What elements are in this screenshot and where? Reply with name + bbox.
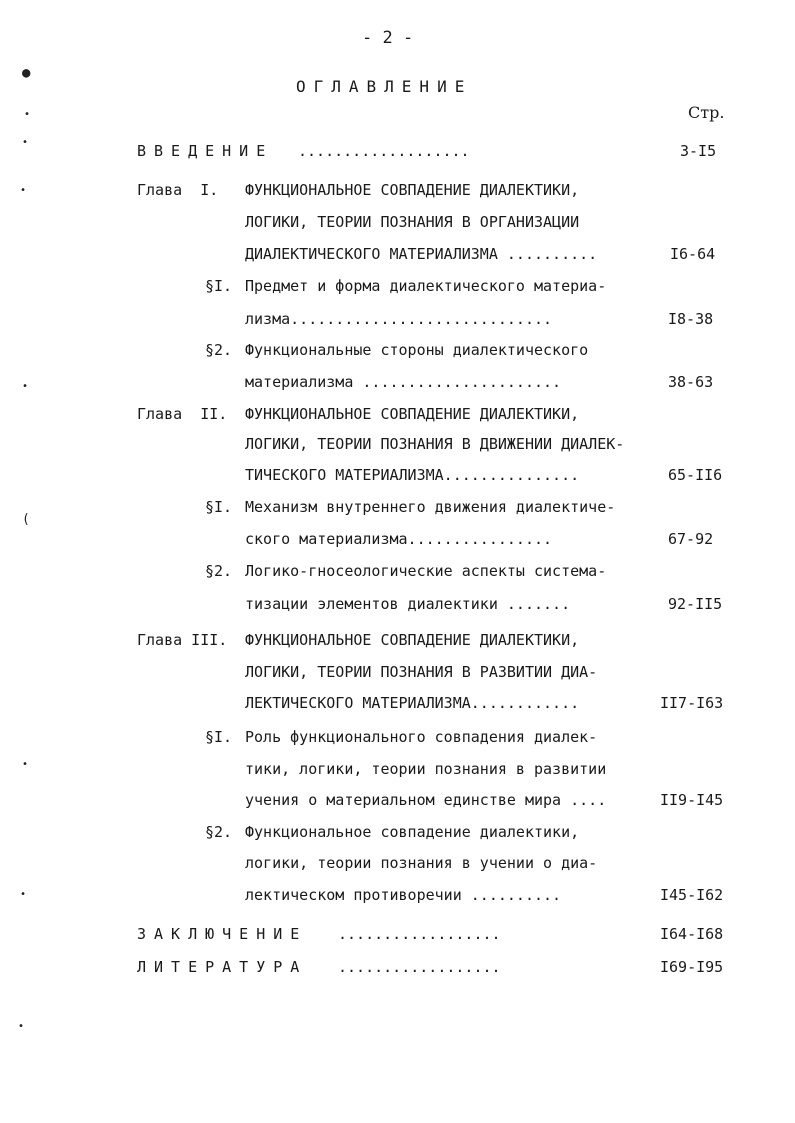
toc-intro-dots: ................... [298, 142, 470, 160]
scan-speck: • [20, 185, 27, 196]
scan-speck: • [22, 759, 29, 770]
toc-literature-pages: I69-I95 [660, 958, 724, 976]
toc-ch2-s1-line: Механизм внутреннего движения диалектиче- [245, 498, 616, 516]
toc-conclusion-dots: .................. [338, 925, 501, 943]
toc-ch2-s2-line: тизации элементов диалектики ....... [245, 595, 571, 613]
toc-literature-label: ЛИТЕРАТУРА [137, 958, 308, 976]
toc-ch2-s2-line: Логико-гносеологические аспекты система- [245, 562, 607, 580]
page-title: ОГЛАВЛЕНИЕ [296, 77, 473, 96]
toc-conclusion-pages: I64-I68 [660, 925, 724, 943]
toc-ch3-s1-pages: II9-I45 [660, 791, 724, 809]
toc-ch3-s1-num: §I. [205, 728, 233, 746]
toc-ch2-s1-line: ского материализма................ [245, 530, 553, 548]
toc-ch1-s1-num: §I. [205, 277, 233, 295]
toc-intro-pages: 3-I5 [680, 142, 717, 160]
toc-ch2-s2-pages: 92-II5 [668, 595, 723, 613]
toc-ch1-s1-pages: I8-38 [668, 310, 714, 328]
toc-ch1-s2-line: материализма ...................... [245, 373, 562, 391]
toc-ch2-prefix: Глава II. [137, 405, 228, 423]
toc-ch3-title-line: ЛЕКТИЧЕСКОГО МАТЕРИАЛИЗМА............ [245, 694, 580, 712]
toc-literature-dots: .................. [338, 958, 501, 976]
toc-ch1-s2-pages: 38-63 [668, 373, 714, 391]
scan-speck: • [22, 137, 29, 148]
scan-speck: ● [22, 65, 31, 81]
scan-speck: • [20, 889, 27, 900]
page-number: - 2 - [362, 28, 414, 48]
toc-ch2-title-line: ЛОГИКИ, ТЕОРИИ ПОЗНАНИЯ В ДВИЖЕНИИ ДИАЛЕК- [245, 435, 625, 453]
toc-ch3-s1-line: учения о материальном единстве мира .... [245, 791, 607, 809]
toc-ch2-title-line: ТИЧЕСКОГО МАТЕРИАЛИЗМА............... [245, 466, 580, 484]
toc-ch3-title-line: ЛОГИКИ, ТЕОРИИ ПОЗНАНИЯ В РАЗВИТИИ ДИА- [245, 663, 598, 681]
toc-ch1-title-line: ЛОГИКИ, ТЕОРИИ ПОЗНАНИЯ В ОРГАНИЗАЦИИ [245, 213, 580, 231]
toc-ch3-pages: II7-I63 [660, 694, 724, 712]
scan-speck: • [22, 381, 29, 392]
toc-ch1-s2-line: Функциональные стороны диалектического [245, 341, 589, 359]
page-column-label: Стр. [688, 103, 725, 122]
toc-ch2-s2-num: §2. [205, 562, 233, 580]
toc-ch1-title-line: ФУНКЦИОНАЛЬНОЕ СОВПАДЕНИЕ ДИАЛЕКТИКИ, [245, 181, 580, 199]
toc-intro-label: ВВЕДЕНИЕ [137, 142, 274, 160]
toc-ch3-s2-line: Функциональное совпадение диалектики, [245, 823, 580, 841]
toc-conclusion-label: ЗАКЛЮЧЕНИЕ [137, 925, 308, 943]
toc-ch3-s2-line: лектическом противоречии .......... [245, 886, 562, 904]
toc-ch3-s2-num: §2. [205, 823, 233, 841]
scan-speck: • [24, 109, 31, 120]
toc-ch2-s1-num: §I. [205, 498, 233, 516]
toc-ch3-s2-line: логики, теории познания в учении о диа- [245, 854, 598, 872]
toc-ch1-pages: I6-64 [670, 245, 716, 263]
scan-speck: • [18, 1021, 25, 1032]
toc-ch3-s1-line: тики, логики, теории познания в развитии [245, 760, 607, 778]
toc-ch3-s1-line: Роль функционального совпадения диалек- [245, 728, 598, 746]
toc-ch1-prefix: Глава I. [137, 181, 219, 199]
toc-ch1-s1-line: Предмет и форма диалектического материа- [245, 277, 607, 295]
toc-ch2-pages: 65-II6 [668, 466, 723, 484]
scan-speck: ( [22, 512, 30, 527]
toc-ch1-title-line: ДИАЛЕКТИЧЕСКОГО МАТЕРИАЛИЗМА .......... [245, 245, 598, 263]
toc-ch3-prefix: Глава III. [137, 631, 228, 649]
toc-ch1-s1-line: лизма............................. [245, 310, 553, 328]
toc-ch2-title-line: ФУНКЦИОНАЛЬНОЕ СОВПАДЕНИЕ ДИАЛЕКТИКИ, [245, 405, 580, 423]
toc-ch2-s1-pages: 67-92 [668, 530, 714, 548]
toc-ch3-s2-pages: I45-I62 [660, 886, 724, 904]
toc-ch1-s2-num: §2. [205, 341, 233, 359]
toc-ch3-title-line: ФУНКЦИОНАЛЬНОЕ СОВПАДЕНИЕ ДИАЛЕКТИКИ, [245, 631, 580, 649]
